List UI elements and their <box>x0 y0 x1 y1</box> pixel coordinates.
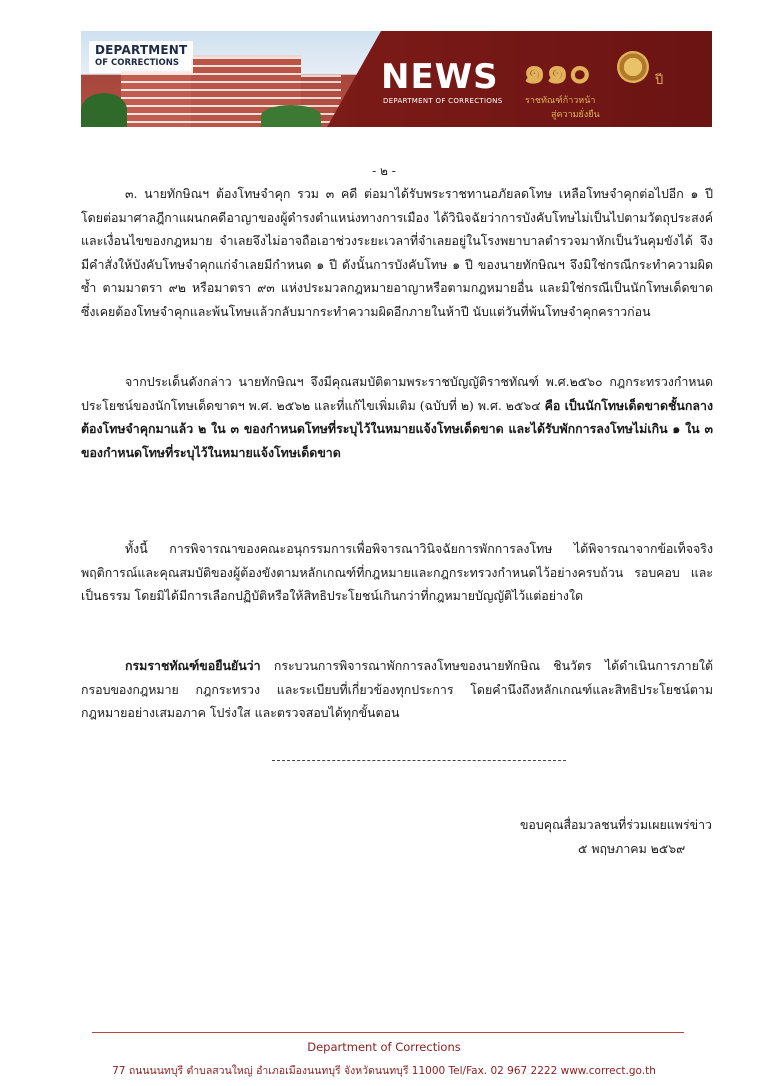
closing-thanks: ขอบคุณสื่อมวลชนที่ร่วมเผยแพร่ข่าว <box>519 817 712 832</box>
dashed-divider <box>272 760 566 761</box>
news-subheading: DEPARTMENT OF CORRECTIONS <box>383 97 503 105</box>
department-title: DEPARTMENT <box>95 43 188 57</box>
tree-left <box>81 93 127 127</box>
news-banner <box>81 31 712 127</box>
footer-department: Department of Corrections <box>307 1040 461 1054</box>
paragraph-2 <box>81 370 713 464</box>
tree-right <box>261 105 321 127</box>
paragraph-4-text: กระบวนการพิจารณาพักการลงโทษของนายทักษิณ ชินวัตร ได้ดำเนินการภายใต้กรอบของกฎหมาย กฎกระทรวง และระเบียบที่เกี่ยวข้องทุกประการ โดยคำนึงถึงหลักเกณฑ์และสิทธิประโยชน์ตามกฎหมายอย่างเสมอภาค โปร่งใส และตรวจสอบได้ทุกขั้นตอน <box>81 658 713 721</box>
closing-date: ๕ พฤษภาคม ๒๕๖๙ <box>578 841 686 856</box>
paragraph-2-text: จากประเด็นดังกล่าว นายทักษิณฯ จึงมีคุณสมบัติตามพระราชบัญญัติราชทัณฑ์ พ.ศ.๒๕๖๐ กฎกระทรวงกำหนดประโยชน์ของนักโทษเด็ดขาดฯ พ.ศ. ๒๕๖๒ และที่แก้ไขเพิ่มเติม (ฉบับที่ ๒) พ.ศ. ๒๕๖๔ <box>81 374 713 413</box>
anniversary-motto-line2: สู่ความยั่งยืน <box>551 110 600 120</box>
department-subtitle: OF CORRECTIONS <box>95 58 180 68</box>
anniversary-motto-line1: ราชทัณฑ์ก้าวหน้า <box>525 96 596 106</box>
anniversary-logo-suffix: ปี <box>655 73 664 88</box>
paragraph-3: ทั้งนี้ การพิจารณาของคณะอนุกรรมการเพื่อพิจารณาวินิจฉัยการพักการลงโทษ ได้พิจารณาจากข้อเท็จจริง พฤติการณ์และคุณสมบัติของผู้ต้องขังตามหลักเกณฑ์ที่กฎหมายและกฎกระทรวงกำหนดไว้อย่างครบถ้วน รอบคอบ และเป็นธรรม โดยมิได้มีการเลือกปฏิบัติหรือให้สิทธิประโยชน์เกินกว่าที่กฎหมายบัญญัติไว้แต่อย่างใด <box>81 541 713 604</box>
building-wing-left <box>121 69 191 127</box>
seal-icon <box>617 51 649 83</box>
paragraph-1: ๓. นายทักษิณฯ ต้องโทษจำคุก รวม ๓ คดี ต่อมาได้รับพระราชทานอภัยลดโทษ เหลือโทษจำคุกต่อไปอีก ๑ ปี โดยต่อมาศาลฎีกาแผนกคดีอาญาของผู้ดำรงตำแหน่งทางการเมือง ได้วินิจฉัยว่าการบังคับโทษไม่เป็นไปตามวัตถุประสงค์และเงื่อนไขของกฎหมาย จำเลยจึงไม่อาจถือเอาช่วงระยะเวลาที่จำเลยอยู่ในโรงพยาบาลตำรวจมาหักเป็นวันคุมขังได้ จึงมีคำสั่งให้บังคับโทษจำคุกแก่จำเลยมีกำหนด ๑ ปี ดังนั้นการบังคับโทษ ๑ ปี ของนายทักษิณฯ จึงมิใช่กรณีกระทำความผิดซ้ำ ตามมาตรา ๙๒ หรือมาตรา ๙๓ แห่งประมวลกฎหมายอาญาหรือตามกฎหมายอื่น และมิใช่กรณีเป็นนักโทษเด็ดขาดซึ่งเคยต้องโทษจำคุกและพ้นโทษแล้วกลับมากระทำความผิดอีกภายในห้าปี นับแต่วันที่พ้นโทษจำคุกคราวก่อน <box>81 186 713 319</box>
news-heading: NEWS <box>381 57 499 97</box>
anniversary-logo-number: ๑๑๐ <box>523 50 591 92</box>
page-number: - ๒ - <box>372 164 396 178</box>
paragraph-4 <box>81 654 713 725</box>
footer-divider <box>92 1032 684 1033</box>
paragraph-2-emphasis: คือ เป็นนักโทษเด็ดขาดชั้นกลาง ต้องโทษจำคุกมาแล้ว ๒ ใน ๓ ของกำหนดโทษที่ระบุไว้ในหมายแจ้งโทษเด็ดขาด และได้รับพักการลงโทษไม่เกิน ๑ ใน ๓ ของกำหนดโทษที่ระบุไว้ในหมายแจ้งโทษเด็ดขาด <box>81 397 713 460</box>
paragraph-4-emphasis: กรมราชทัณฑ์ขอยืนยันว่า <box>125 658 261 673</box>
footer-address: 77 ถนนนนทบุรี ตำบลสวนใหญ่ อำเภอเมืองนนทบุรี จังหวัดนนทบุรี 11000 Tel/Fax. 02 967 2222 www.correct.go.th <box>112 1065 656 1077</box>
